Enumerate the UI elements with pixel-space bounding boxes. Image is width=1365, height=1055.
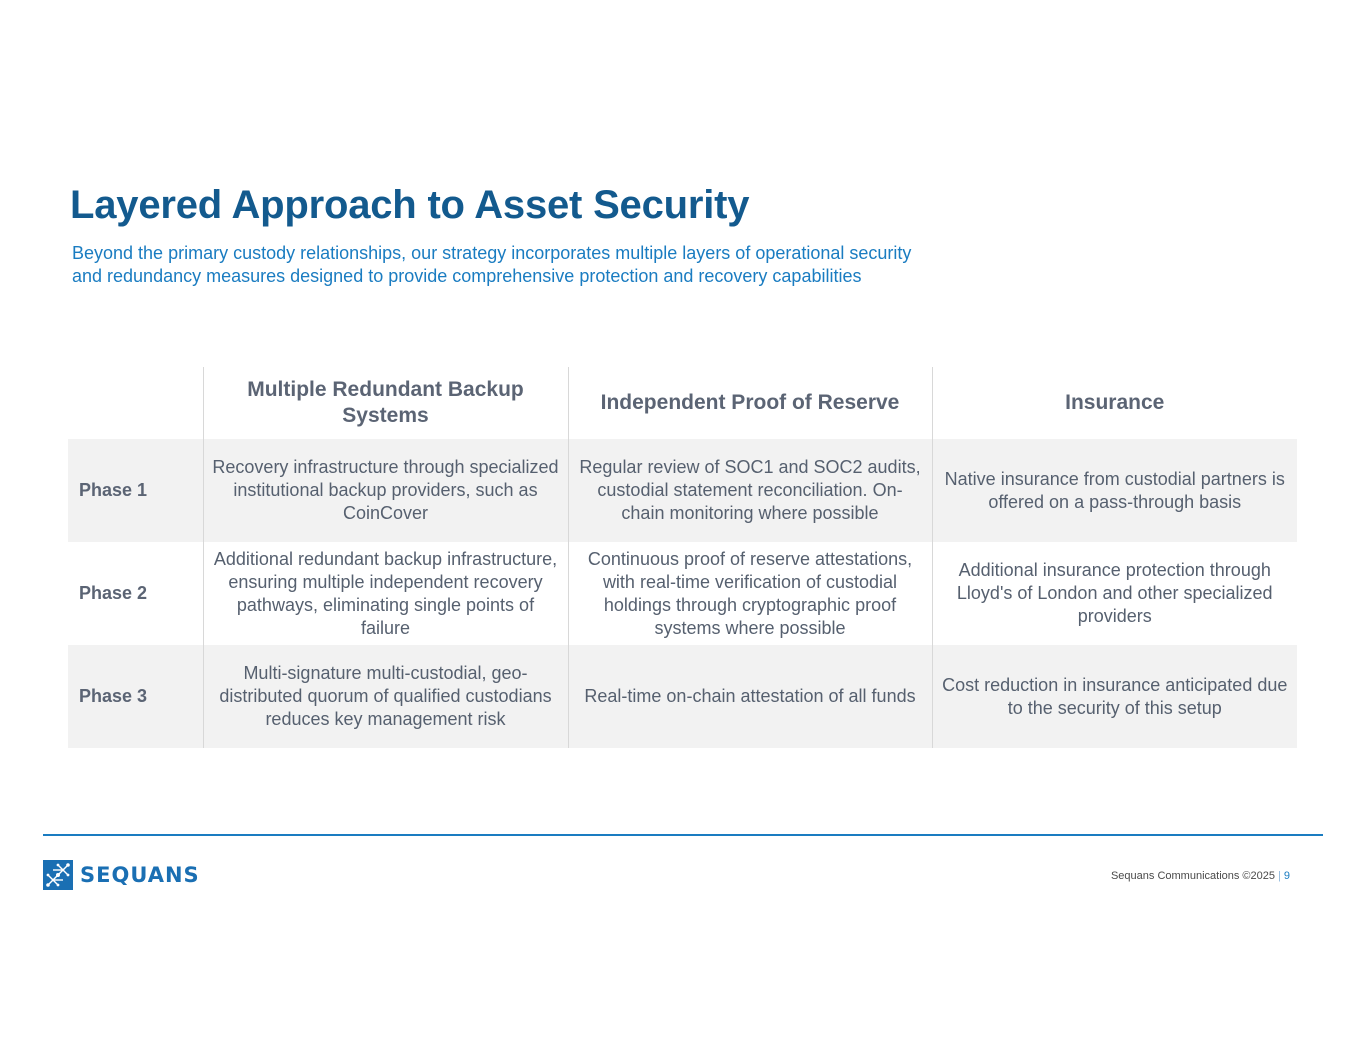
page-number: 9: [1283, 870, 1290, 882]
table-header-row: [68, 367, 1297, 439]
phase-label: Phase 3: [79, 686, 148, 706]
footer-copyright: [1111, 870, 1290, 882]
cell-backup-systems: Recovery infrastructure through specialized institutional backup providers, such as CoinCover: [203, 439, 568, 542]
phase-label: Phase 2: [79, 583, 148, 603]
header-insurance: Insurance: [932, 367, 1297, 439]
cell-proof-of-reserve: Regular review of SOC1 and SOC2 audits, custodial statement reconciliation. On-chain monitoring where possible: [568, 439, 932, 542]
footer-separator: |: [1278, 870, 1281, 882]
cell-proof-of-reserve: Real-time on-chain attestation of all funds: [568, 645, 932, 748]
company-logo: [43, 860, 200, 890]
table-row-phase-1: [68, 439, 1297, 542]
copyright-text: Sequans Communications ©2025: [1110, 870, 1276, 882]
logo-wordmark: SEQUANS: [80, 863, 200, 887]
page-title: Layered Approach to Asset Security: [70, 183, 750, 227]
cell-insurance: Cost reduction in insurance anticipated due to the security of this setup: [932, 645, 1297, 748]
phase-label: Phase 1: [79, 480, 148, 500]
header-backup-systems: Multiple Redundant Backup Systems: [203, 367, 568, 439]
cell-insurance: Additional insurance protection through Lloyd's of London and other specialized providers: [932, 542, 1297, 645]
cell-insurance: Native insurance from custodial partners is offered on a pass-through basis: [932, 439, 1297, 542]
table-row-phase-3: [68, 645, 1297, 748]
sequans-logo-icon: [43, 860, 73, 890]
cell-proof-of-reserve: Continuous proof of reserve attestations, with real-time verification of custodial holdings through cryptographic proof systems where possible: [568, 542, 932, 645]
cell-backup-systems: Multi-signature multi-custodial, geo-distributed quorum of qualified custodians reduces key management risk: [203, 645, 568, 748]
cell-backup-systems: Additional redundant backup infrastructure, ensuring multiple independent recovery pathways, eliminating single points of failure: [203, 542, 568, 645]
security-layers-table: [68, 367, 1297, 748]
header-corner: [68, 367, 203, 439]
page-subtitle: Beyond the primary custody relationships, our strategy incorporates multiple layers of operational security and redundancy measures designed to provide comprehensive protection and recovery capabilities: [72, 243, 912, 286]
table-row-phase-2: [68, 542, 1297, 645]
header-proof-of-reserve: Independent Proof of Reserve: [568, 367, 932, 439]
footer-divider: [43, 834, 1323, 836]
